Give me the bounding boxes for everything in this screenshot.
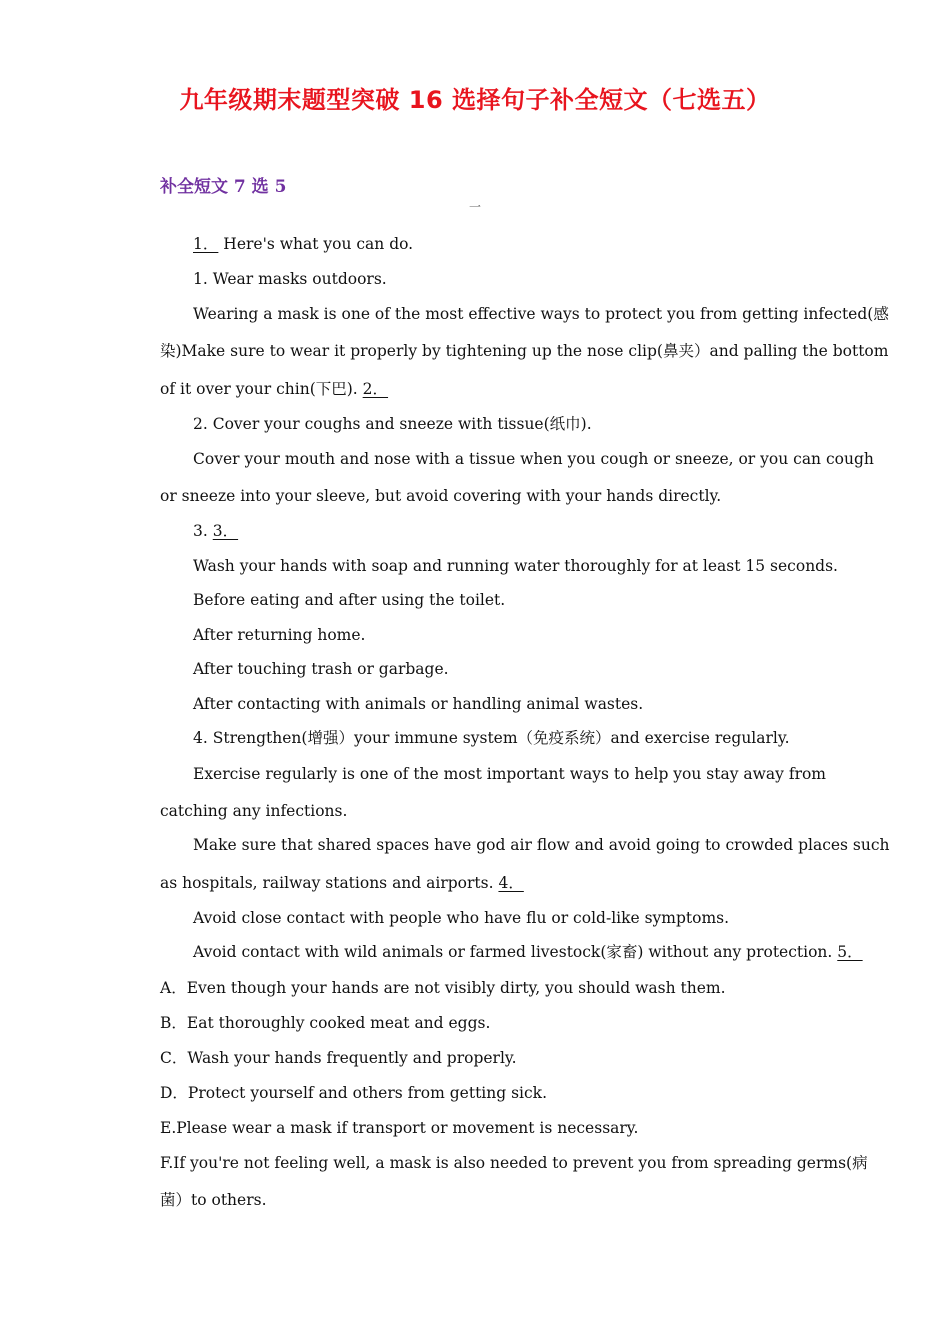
passage-line: 1. Wear masks outdoors. [193, 270, 387, 288]
passage-line: 3. 3． [193, 522, 239, 540]
blank-1: 1． [193, 235, 219, 253]
passage-line: as hospitals, railway stations and airports. 4． [160, 874, 524, 892]
option-a: A．Even though your hands are not visibly dirty, you should wash them. [160, 979, 726, 997]
blank-5: 5． [837, 943, 863, 961]
option-b: B．Eat thoroughly cooked meat and eggs. [160, 1014, 491, 1032]
passage-line: Before eating and after using the toilet. [193, 591, 506, 609]
option-e: E.Please wear a mask if transport or movement is necessary. [160, 1119, 639, 1137]
blank-4: 4． [498, 874, 524, 892]
passage-line: 4. Strengthen(增强）your immune system（免疫系统）and exercise regularly. [193, 729, 790, 747]
section-heading: 补全短文 7 选 5 [160, 177, 287, 197]
passage-line: 染)Make sure to wear it properly by tightening up the nose clip(鼻夹）and palling the bottom [160, 342, 889, 360]
option-d: D．Protect yourself and others from getting sick. [160, 1084, 548, 1102]
blank-3: 3． [212, 522, 239, 540]
passage-number: 一 [468, 200, 481, 214]
passage-line: or sneeze into your sleeve, but avoid covering with your hands directly. [160, 487, 722, 505]
passage-line: 1． Here's what you can do. [193, 235, 414, 253]
passage-line: After returning home. [193, 626, 366, 644]
passage-line: After touching trash or garbage. [193, 660, 449, 678]
passage-line: catching any infections. [160, 802, 348, 820]
passage-line: Wash your hands with soap and running water thoroughly for at least 15 seconds. [193, 557, 838, 575]
page-title: 九年级期末题型突破 16 选择句子补全短文（七选五） [179, 86, 771, 114]
passage-line: Avoid close contact with people who have flu or cold-like symptoms. [193, 909, 730, 927]
passage-line: of it over your chin(下巴). 2． [160, 380, 389, 398]
option-f: F.If you're not feeling well, a mask is also needed to prevent you from spreading germs(病 [160, 1154, 868, 1172]
passage-line: 2. Cover your coughs and sneeze with tissue(纸巾). [193, 415, 592, 433]
option-f-continued: 菌）to others. [160, 1191, 267, 1209]
passage-line: Make sure that shared spaces have god air flow and avoid going to crowded places such [193, 836, 890, 854]
passage-line: Wearing a mask is one of the most effective ways to protect you from getting infected(感 [193, 305, 889, 323]
passage-line: Cover your mouth and nose with a tissue when you cough or sneeze, or you can cough [193, 450, 874, 468]
blank-2: 2． [362, 380, 389, 398]
option-c: C．Wash your hands frequently and properly. [160, 1049, 517, 1067]
passage-line: Avoid contact with wild animals or farmed livestock(家畜) without any protection. 5． [193, 943, 863, 961]
passage-line: After contacting with animals or handling animal wastes. [193, 695, 644, 713]
passage-line: Exercise regularly is one of the most important ways to help you stay away from [193, 765, 827, 783]
